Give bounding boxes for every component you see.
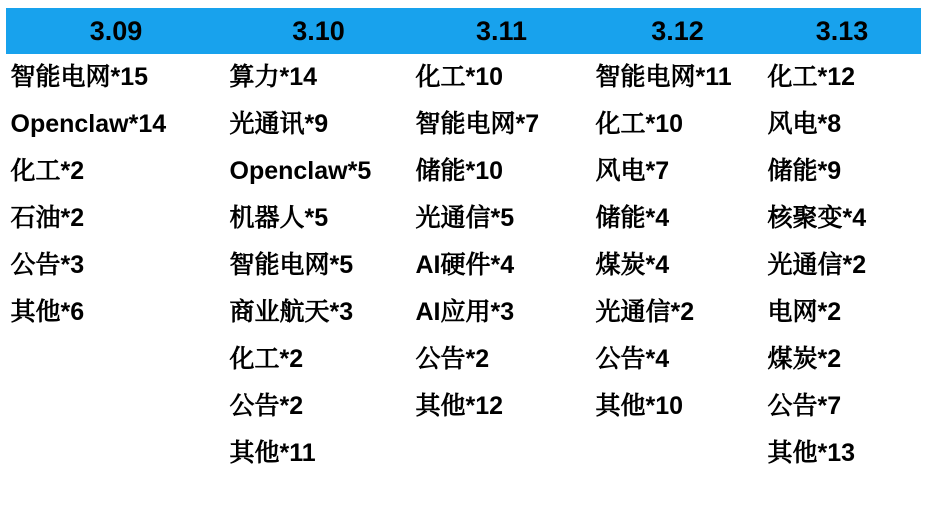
table-cell[interactable]: 其他*13 (764, 430, 921, 477)
table-cell[interactable]: 公告*2 (226, 383, 412, 430)
table-cell[interactable]: 化工*12 (764, 54, 921, 102)
table-cell[interactable] (412, 430, 592, 477)
table-cell[interactable]: 电网*2 (764, 289, 921, 336)
table-cell[interactable]: 光通信*5 (412, 195, 592, 242)
table-cell[interactable] (7, 430, 226, 477)
table-cell[interactable]: 化工*2 (7, 148, 226, 195)
table-cell[interactable]: 智能电网*11 (592, 54, 764, 102)
table-cell[interactable]: 智能电网*5 (226, 242, 412, 289)
table-cell[interactable]: 石油*2 (7, 195, 226, 242)
table-cell[interactable]: 公告*2 (412, 336, 592, 383)
table-cell[interactable] (7, 383, 226, 430)
table-cell[interactable]: 其他*11 (226, 430, 412, 477)
table-cell[interactable]: Openclaw*5 (226, 148, 412, 195)
table-cell[interactable]: 风电*8 (764, 101, 921, 148)
table-row (7, 242, 921, 289)
table-cell[interactable]: 化工*10 (412, 54, 592, 102)
table-cell[interactable]: 公告*4 (592, 336, 764, 383)
table-row (7, 54, 921, 102)
table-cell[interactable] (592, 430, 764, 477)
table-cell[interactable]: 光通信*2 (592, 289, 764, 336)
column-header-0[interactable]: 3.09 (7, 9, 226, 54)
table-cell[interactable]: 煤炭*4 (592, 242, 764, 289)
table-cell[interactable]: 核聚变*4 (764, 195, 921, 242)
table-cell[interactable]: 智能电网*15 (7, 54, 226, 102)
table-cell[interactable]: 公告*3 (7, 242, 226, 289)
table-cell[interactable]: 化工*2 (226, 336, 412, 383)
table-cell[interactable]: 算力*14 (226, 54, 412, 102)
table-row (7, 289, 921, 336)
table-row (7, 148, 921, 195)
table-cell[interactable]: Openclaw*14 (7, 101, 226, 148)
table-cell[interactable]: 机器人*5 (226, 195, 412, 242)
table-cell[interactable] (7, 336, 226, 383)
column-header-3[interactable]: 3.12 (592, 9, 764, 54)
table-row (7, 430, 921, 477)
table-cell[interactable]: 光通讯*9 (226, 101, 412, 148)
table-cell[interactable]: 储能*9 (764, 148, 921, 195)
data-table (6, 8, 921, 477)
table-cell[interactable]: 煤炭*2 (764, 336, 921, 383)
table-cell[interactable]: 智能电网*7 (412, 101, 592, 148)
table-cell[interactable]: 公告*7 (764, 383, 921, 430)
table-row (7, 195, 921, 242)
column-header-1[interactable]: 3.10 (226, 9, 412, 54)
table-row (7, 336, 921, 383)
table-cell[interactable]: 光通信*2 (764, 242, 921, 289)
column-header-2[interactable]: 3.11 (412, 9, 592, 54)
table-cell[interactable]: 化工*10 (592, 101, 764, 148)
table-cell[interactable]: 储能*4 (592, 195, 764, 242)
table-cell[interactable]: 储能*10 (412, 148, 592, 195)
table-cell[interactable]: AI应用*3 (412, 289, 592, 336)
table-cell[interactable]: 其他*6 (7, 289, 226, 336)
table-cell[interactable]: 风电*7 (592, 148, 764, 195)
table-cell[interactable]: 其他*12 (412, 383, 592, 430)
table-row (7, 383, 921, 430)
table-cell[interactable]: 其他*10 (592, 383, 764, 430)
table-row (7, 101, 921, 148)
table-header-row (7, 9, 921, 54)
table-cell[interactable]: 商业航天*3 (226, 289, 412, 336)
table-cell[interactable]: AI硬件*4 (412, 242, 592, 289)
column-header-4[interactable]: 3.13 (764, 9, 921, 54)
